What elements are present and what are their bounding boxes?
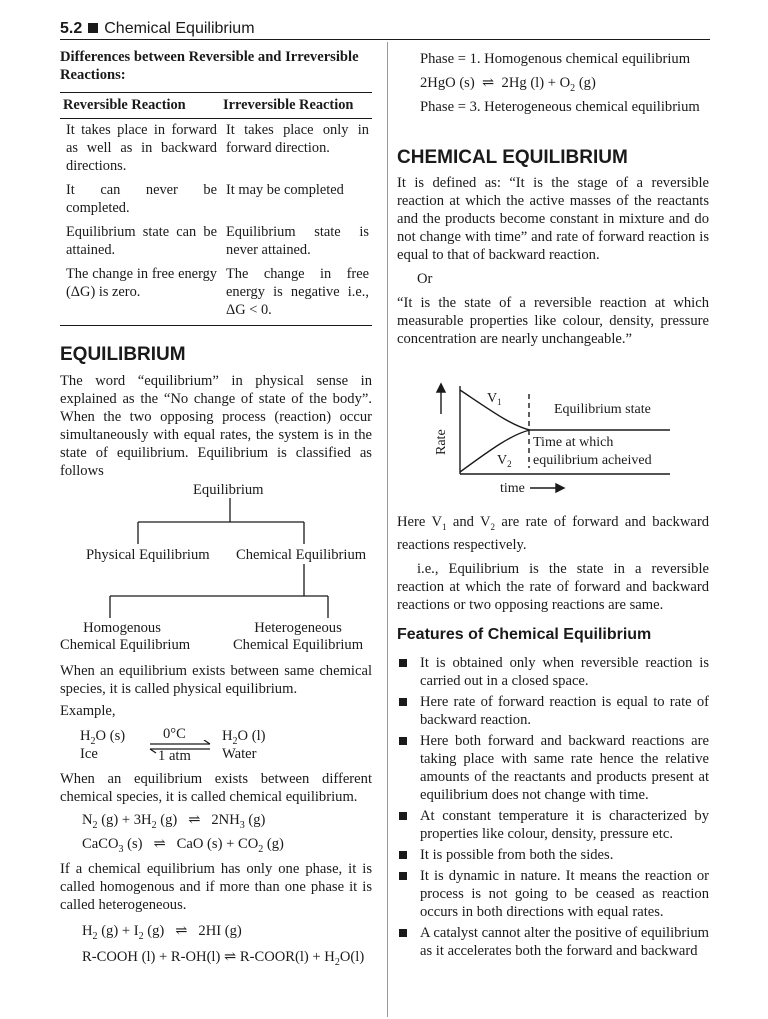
square-bullet-icon [399,659,407,667]
table-row [60,179,372,221]
tree-homo-line1: Homogenous [83,620,161,636]
list-item [397,924,709,960]
table-cell: It takes place in forward as well as in backward directions. [66,122,217,174]
ce-def-block [397,174,709,348]
feature-text: Here both forward and backward reactions are taking place with same rate hence the relative amounts of the reactants and products present at equilibrium does not change with time. [420,733,709,803]
backward-rate-curve [460,430,530,472]
square-bullet-icon [399,737,407,745]
chem-eq-ammonia: $N_2$ $(g) + 3H_2$ (g) ⇌ $2NH_3$ (g) [82,812,266,831]
here-paragraph: Here $V_1$ and $V_2$ are rate of forward and backward reactions respectively. [397,514,709,553]
square-bullet-icon [399,851,407,859]
physical-paragraph: When an equilibrium exists between same chemical species, it is called physical equilibrium. [60,663,372,697]
list-item [397,807,709,843]
square-bullet-icon [399,698,407,706]
y-axis-label: Rate [434,429,449,455]
rate-time-graph [430,380,710,502]
equilibrium-heading: EQUILIBRIUM [60,344,186,365]
tree-root: Equilibrium [193,482,264,498]
features-list [397,654,709,960]
table-cell: The change in free energy is negative i.e., ΔG < 0. [220,263,372,326]
page-header [60,20,255,38]
x-axis-label: time [500,481,525,496]
water-eq-left-name: Ice [80,746,98,762]
square-bullet-icon [399,929,407,937]
tree-chemical: Chemical Equilibrium [236,547,367,563]
table-cell: It takes place only in forward direction. [226,122,369,156]
feature-text: It is dynamic in nature. It means the reaction or process is not going to be ceased as reaction occurs in both directions with equal rates. [420,868,709,920]
tree-physical: Physical Equilibrium [86,547,210,563]
phase-para-block [60,860,372,914]
list-item [397,654,709,690]
equilibrium-paragraph: The word “equilibrium” in physical sense in explained as the “No change of state of the body”. When the two opposing process (reaction) occur simultaneously with equal rates, the system is in the state of equilibrium. Equilibrium is classified as follows [60,373,372,479]
equilibrium-state-label: Equilibrium state [554,402,651,417]
table-row [60,221,372,263]
physical-para-block [60,662,372,720]
list-item [397,846,709,864]
feature-text: Here rate of forward reaction is equal to rate of backward reaction. [420,694,709,728]
table-header-row [60,93,372,119]
phase1-text: Phase = 1. Homogenous chemical equilibrium [420,51,691,67]
table-cell: It can never be completed. [66,182,217,216]
table-cell: The change in free energy (ΔG) is zero. [60,263,220,326]
water-eq-condition-bottom: 1 atm [158,748,191,764]
feature-text: It is possible from both the sides. [420,847,614,863]
feature-text: At constant temperature it is characterized by properties like colour, density, pressure etc. [420,808,709,842]
feature-text: It is obtained only when reversible reaction is carried out in a closed space. [420,655,709,689]
water-eq-left: $H_2O$ (s) [80,728,126,747]
table-title-text: Differences between Reversible and Irreversible Reactions: [60,49,359,83]
table-row [60,119,372,180]
water-eq-condition-top: 0°C [163,726,186,742]
chem-eq-ester: R-COOH (l) + R-OH(l) ⇌ R-COOR(l) + $H_2O(l)$ [82,949,365,968]
column-divider [387,42,388,1017]
chemical-equilibrium-heading: CHEMICAL EQUILIBRIUM [397,147,628,168]
time-at-line1: Time at which [533,435,614,450]
chemical-paragraph: When an equilibrium exists between different chemical species, it is called chemical equilibrium. [60,771,372,805]
tree-hetero-line2: Chemical Equilibrium [232,637,364,653]
or-text: Or [417,271,433,287]
square-bullet-icon [399,872,407,880]
square-bullet-icon [399,812,407,820]
hgo-equation: 2HgO (s) ⇌ 2Hg $(l) + O_2$ (g) [420,75,596,94]
table-cell: Equilibrium state is never attained. [226,224,369,258]
list-item [397,693,709,729]
comparison-table [60,92,372,326]
table-header: Irreversible Reaction [220,93,372,119]
v2-label: $V_2$ [497,453,512,469]
square-bullet-icon [88,23,98,33]
example-label: Example, [60,703,116,719]
header-rule [60,39,710,40]
table-cell: Equilibrium state can be attained. [66,224,217,258]
table-cell: It may be completed [226,182,344,198]
equilibrium-para-block [60,372,372,480]
features-list-block [397,654,709,963]
ce-definition-2: “It is the state of a reversible reaction at which measurable properties like colour, density, pressure concentration are nearly unchangeable.” [397,295,709,347]
chapter-title: Chemical Equilibrium [104,20,255,37]
feature-text: A catalyst cannot alter the positive of equilibrium as it accelerates both the forward and backward [420,925,709,959]
phase3-text: Phase = 3. Heterogeneous chemical equilibrium [420,99,700,115]
page-number: 5.2 [60,20,83,37]
table-row [60,263,372,326]
phase-paragraph: If a chemical equilibrium has only one phase, it is called homogenous and if more than one phase it is called heterogeneous. [60,861,372,913]
features-heading: Features of Chemical Equilibrium [397,626,652,643]
v1-label: $V_1$ [487,391,502,407]
here-para-block [397,513,709,614]
tree-heterogeneous [226,620,370,654]
reversible-table [60,92,372,326]
tree-homogenous [60,620,191,654]
table-title [60,48,372,84]
list-item [397,732,709,804]
ie-paragraph: i.e., Equilibrium is the state in a reversible reaction at which the rate of forward and backward reactions or two opposing reactions are same. [397,560,709,613]
chemical-para-block [60,770,372,806]
time-at-line2: equilibrium acheived [533,453,652,468]
water-eq-right: $H_2O$ (l) [222,728,266,747]
ce-definition: It is defined as: “It is the stage of a reversible reaction at which the active masses of the reactants and the products become constant in mixture and do not change with time” and rate of forward reaction is equal to that of backward reaction. [397,175,709,263]
chem-eq-hi: $H_2$ $(g) + I_2$ (g) ⇌ 2HI (g) [82,923,242,942]
list-item [397,867,709,921]
table-header: Reversible Reaction [60,93,220,119]
water-eq-right-name: Water [222,746,257,762]
chem-eq-caco3: CaCO$_3$ (s) ⇌ CaO $(s) + CO_2$ (g) [82,836,284,855]
tree-hetero-line1: Heterogeneous [254,620,342,636]
tree-homo-line2: Chemical Equilibrium [60,637,191,653]
